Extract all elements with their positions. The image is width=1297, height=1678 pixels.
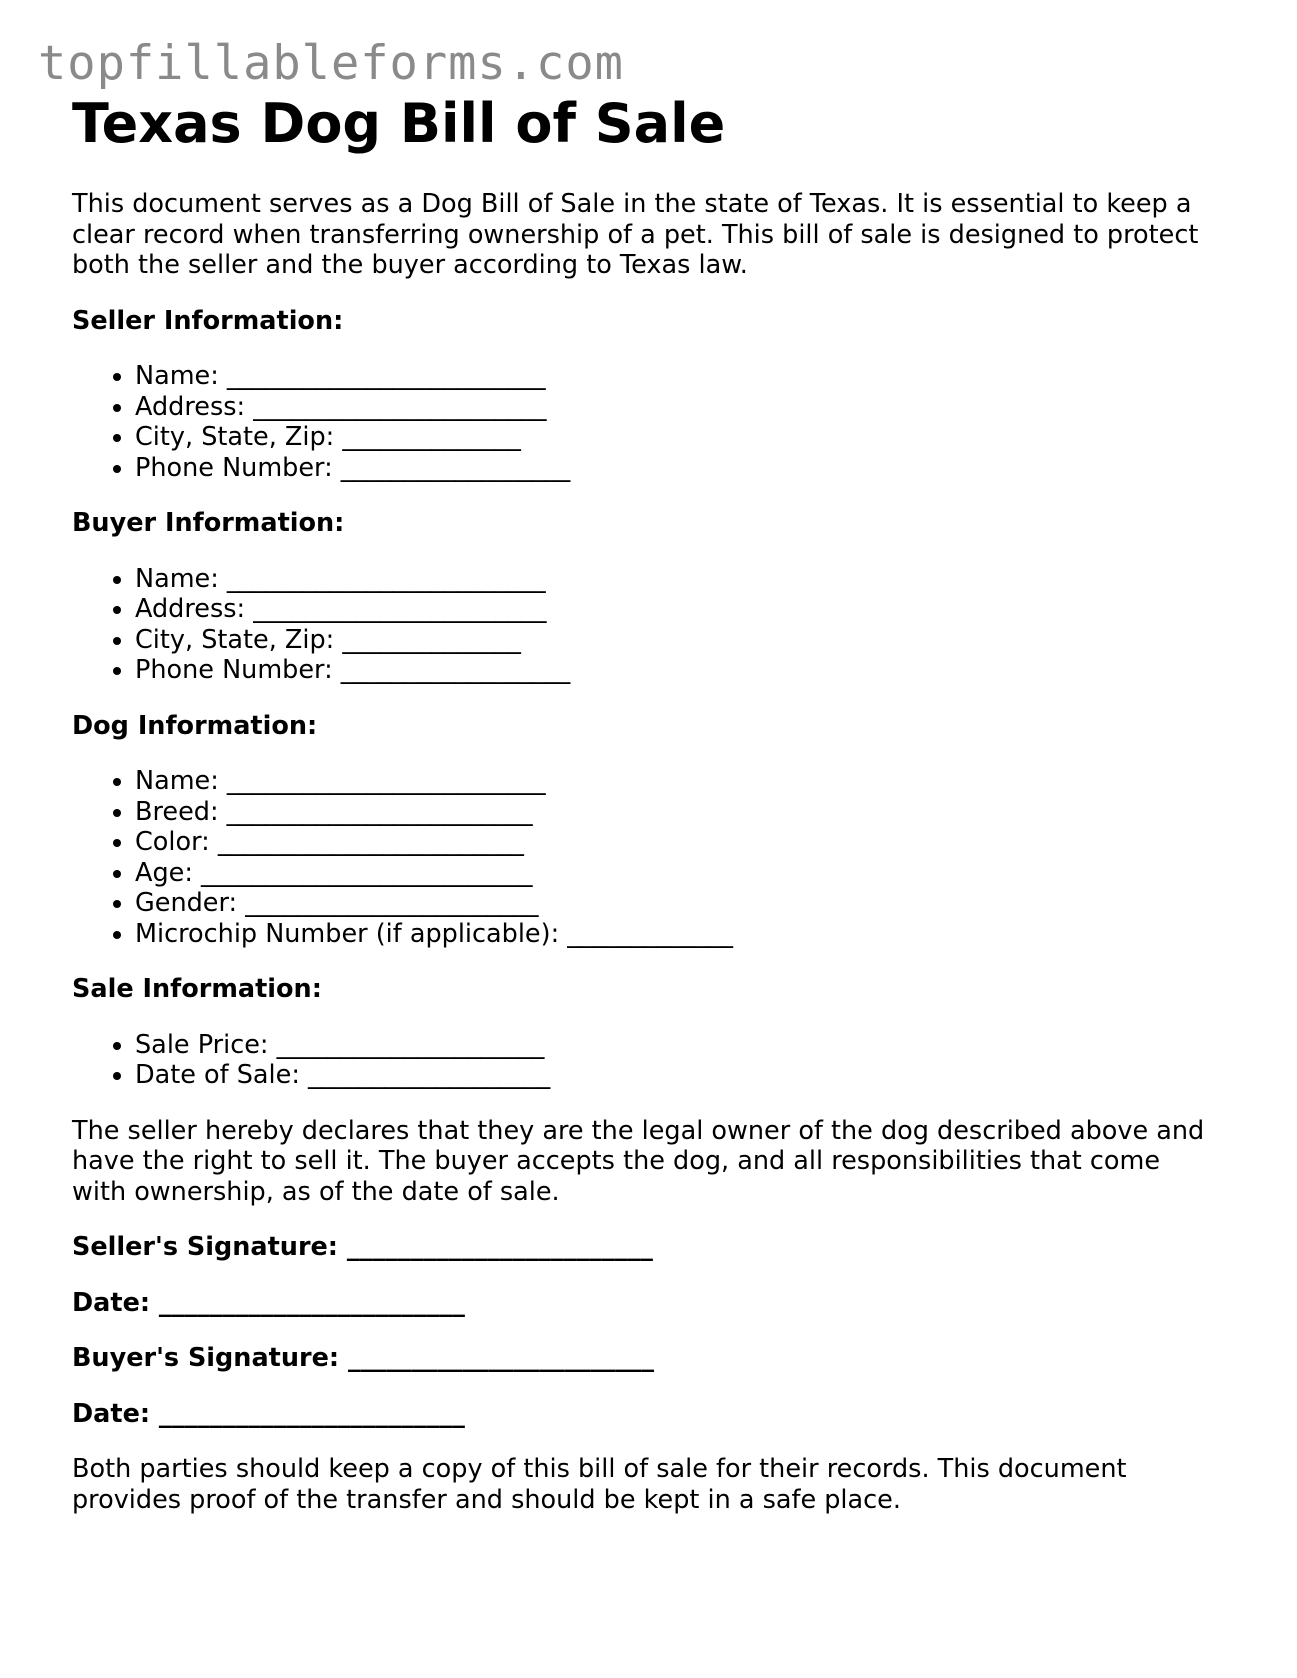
buyer-name-field: • Name: _________________________ (135, 564, 1222, 595)
sale-fields (72, 1030, 1222, 1091)
dog-heading: Dog Information: (72, 710, 318, 741)
seller-date-line: Date: ________________________ (72, 1287, 465, 1318)
dog-microchip-field: • Microchip Number (if applicable): _____________ (135, 919, 1222, 950)
dog-gender-field: • Gender: _______________________ (135, 888, 1222, 919)
buyer-phone-field: • Phone Number: __________________ (135, 655, 1222, 686)
buyer-fields (72, 564, 1222, 686)
dog-fields (72, 766, 1222, 949)
sale-date-field: • Date of Sale: ___________________ (135, 1060, 1222, 1091)
closing-paragraph: Both parties should keep a copy of this bill of sale for their records. This document provides proof of the transfer and should be kept in a safe place. (72, 1454, 1127, 1515)
intro-paragraph: This document serves as a Dog Bill of Sale in the state of Texas. It is essential to keep a clear record when transferring ownership of a pet. This bill of sale is designed to protect both the seller and the buyer according to Texas law. (72, 189, 1199, 281)
dog-breed-field: • Breed: ________________________ (135, 797, 1222, 828)
seller-heading: Seller Information: (72, 305, 344, 336)
declaration-paragraph: The seller hereby declares that they are the legal owner of the dog described above and have the right to sell it. The buyer accepts the dog, and all responsibilities that come with ownership, as of the date of sale. (72, 1115, 1205, 1207)
buyer-city-state-zip-field: • City, State, Zip: ______________ (135, 625, 1222, 656)
dog-color-field: • Color: ________________________ (135, 827, 1222, 858)
watermark: topfillableforms.com (38, 36, 624, 91)
buyer-address-field: • Address: _______________________ (135, 594, 1222, 625)
buyer-signature-line: Buyer's Signature: ________________________ (72, 1343, 654, 1374)
dog-age-field: • Age: __________________________ (135, 858, 1222, 889)
sale-price-field: • Sale Price: _____________________ (135, 1030, 1222, 1061)
seller-city-state-zip-field: • City, State, Zip: ______________ (135, 422, 1222, 453)
seller-address-field: • Address: _______________________ (135, 392, 1222, 423)
document (72, 93, 1222, 1515)
seller-phone-field: • Phone Number: __________________ (135, 453, 1222, 484)
page-title: Texas Dog Bill of Sale (72, 92, 726, 155)
sale-heading: Sale Information: (72, 974, 322, 1005)
seller-signature-line: Seller's Signature: ________________________ (72, 1232, 653, 1263)
buyer-heading: Buyer Information: (72, 508, 345, 539)
seller-name-field: • Name: _________________________ (135, 361, 1222, 392)
dog-name-field: • Name: _________________________ (135, 766, 1222, 797)
buyer-date-line: Date: ________________________ (72, 1398, 465, 1429)
seller-fields (72, 361, 1222, 483)
